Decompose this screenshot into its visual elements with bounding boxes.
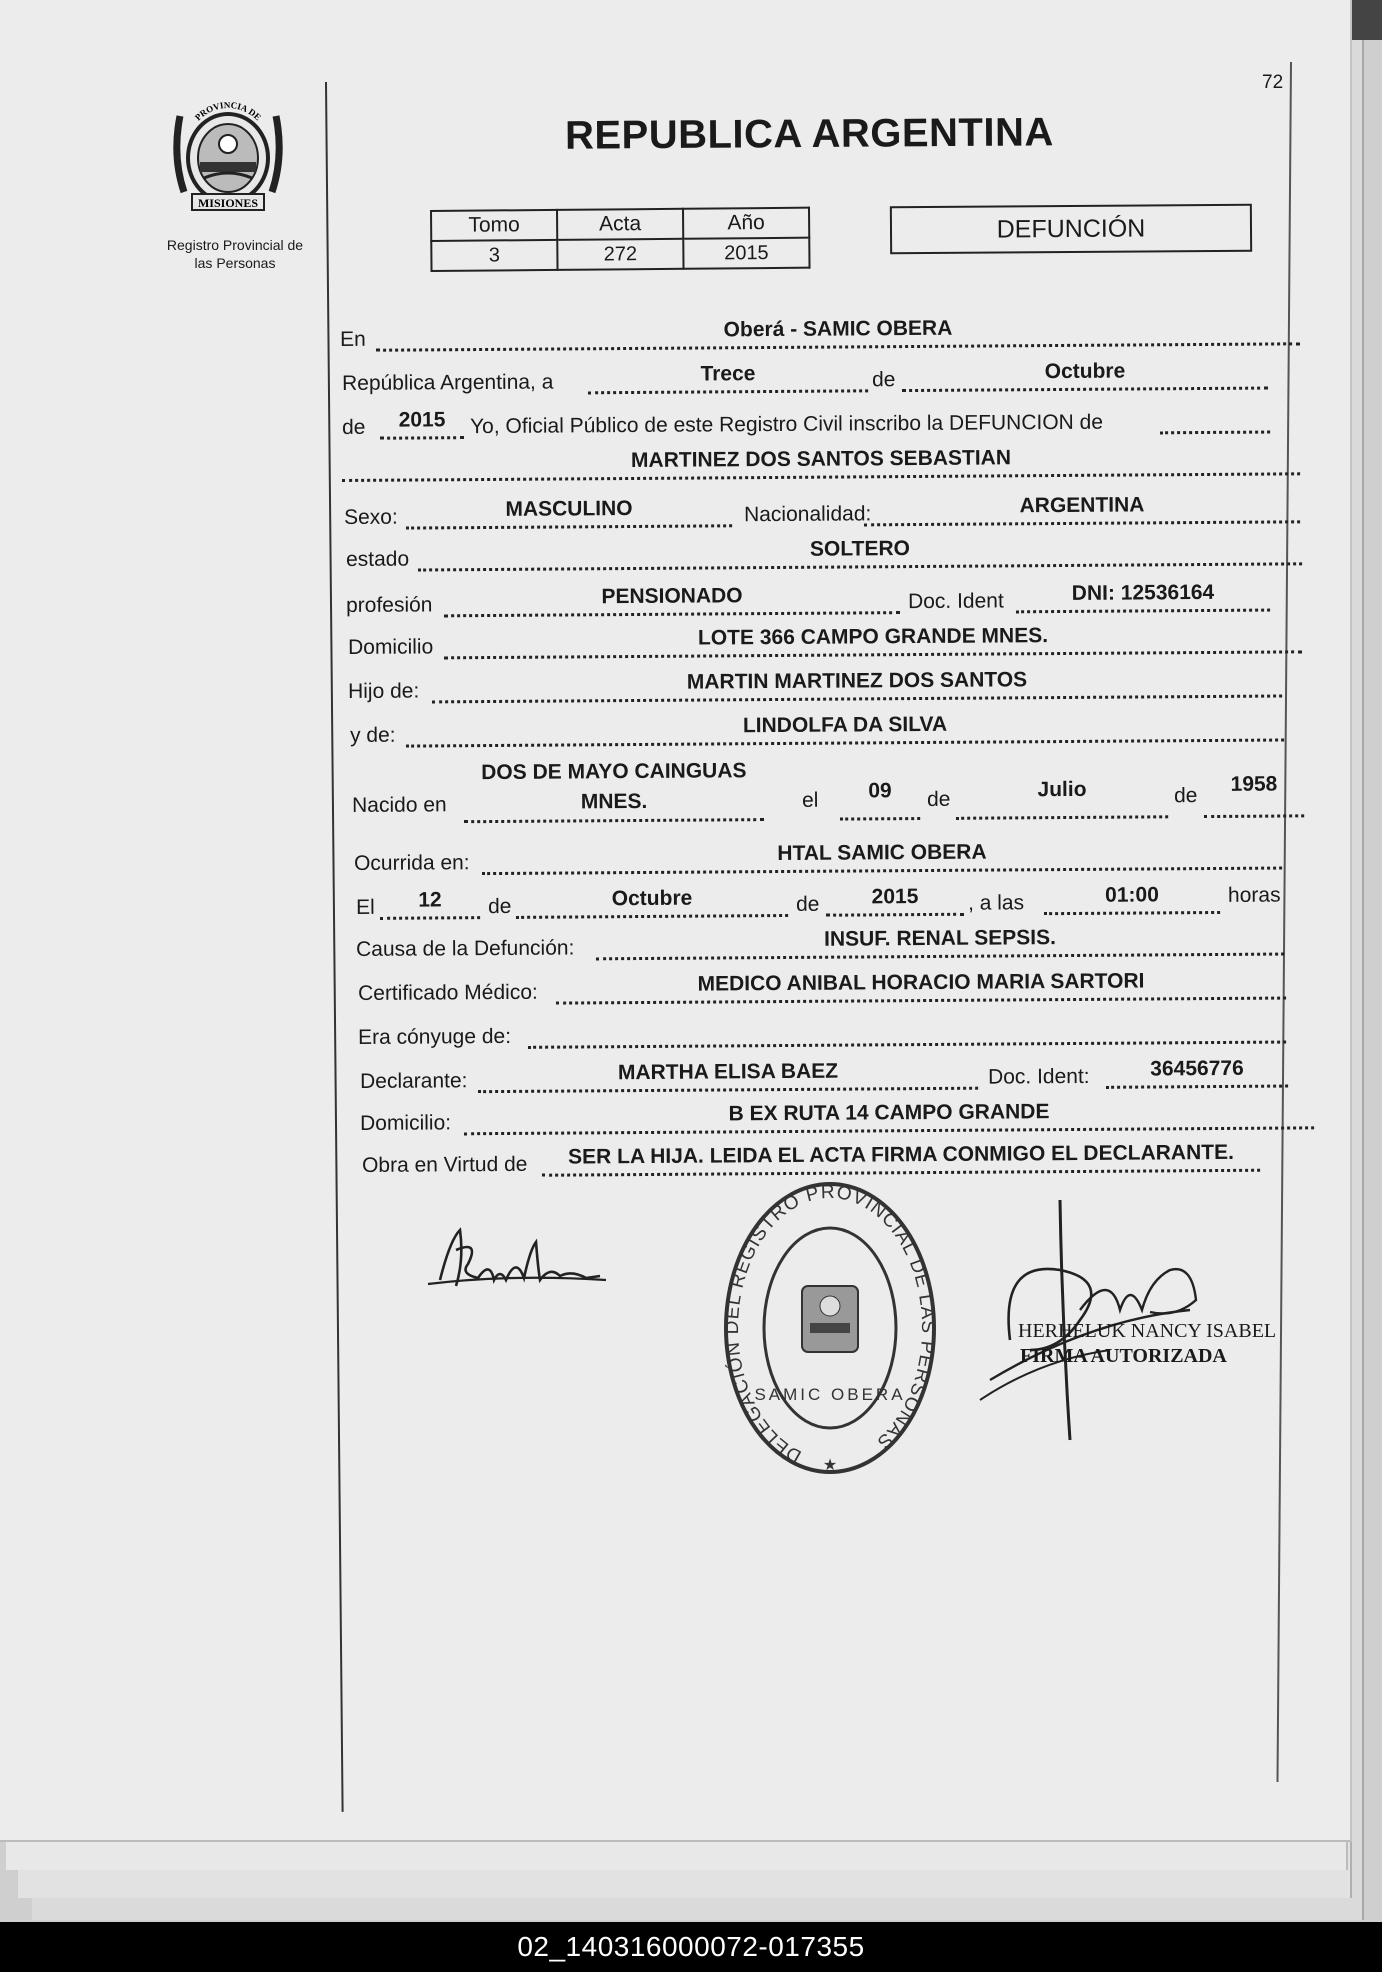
label-de: de [871,368,896,392]
label-de: de [1173,784,1198,808]
field-madre: LINDOLFA DA SILVA [406,702,1284,747]
register-header-tomo: Tomo [431,210,557,241]
field-conyuge [528,1005,1286,1049]
label-hijo: Hijo de: [347,679,420,703]
field-hijo: MARTIN MARTINEZ DOS SANTOS [432,658,1282,703]
crest-text-bottom: MISIONES [197,196,259,210]
label-doc-ident: Doc. Ident [907,589,1004,614]
field-nac-anio: 1958 [1204,778,1304,818]
signer-role: FIRMA AUTORIZADA [1020,1345,1227,1367]
label-en: En [339,327,366,351]
field-declarante: MARTHA ELISA BAEZ [478,1051,978,1093]
row-fallecido [342,435,1302,482]
office-name: Registro Provincial de las Personas [166,237,304,271]
row-en [340,305,1300,352]
field-continuation [1160,395,1270,435]
label-declarante: Declarante: [359,1069,468,1093]
label-ocurrida: Ocurrida en: [353,851,470,875]
field-def-anio: 2015 [826,877,964,917]
field-def-dia: 12 [380,880,480,920]
row-fecha [342,350,1272,396]
page-number: 72 [1262,72,1284,93]
label-causa: Causa de la Defunción: [355,936,575,961]
label-a-las: , a las [967,891,1025,915]
field-dia: Trece [588,353,868,394]
row-causa [356,916,1286,962]
official-seal-icon [720,1178,940,1478]
row-anio [342,394,1272,440]
label-de: de [926,787,951,811]
field-profesion: PENSIONADO [444,575,900,617]
label-estado: estado [345,547,410,571]
field-domicilio: LOTE 366 CAMPO GRANDE MNES. [444,614,1302,659]
label-horas: horas [1227,883,1281,907]
field-obra: SER LA HIJA. LEIDA EL ACTA FIRMA CONMIGO EL DECLARANTE. [542,1133,1260,1177]
signer-name: HERHELUK NANCY ISABEL [1018,1320,1277,1342]
record-type-box: DEFUNCIÓN [890,204,1252,255]
field-doc-ident: DNI: 12536164 [1016,573,1270,614]
field-nac-mes: Julio [956,779,1168,819]
field-nac-dia: 09 [840,781,920,821]
label-de: de [795,892,820,916]
row-estado [346,525,1304,572]
field-sexo: MASCULINO [406,488,732,529]
field-nacionalidad: ARGENTINA [864,484,1300,526]
label-republica: República Argentina, a [341,370,554,395]
row-declarante [360,1048,1290,1094]
field-causa: INSUF. RENAL SEPSIS. [596,917,1284,961]
declarant-signature-icon [420,1220,620,1310]
field-estado: SOLTERO [418,526,1302,571]
label-de: de [341,415,366,439]
label-conyuge: Era cónyuge de: [357,1024,512,1049]
field-domicilio-declarante: B EX RUTA 14 CAMPO GRANDE [464,1090,1314,1135]
field-doc-ident-declarante: 36456776 [1106,1049,1288,1089]
row-domicilio-declarante [360,1089,1315,1136]
label-domicilio: Domicilio [347,635,434,659]
svg-text:★: ★ [822,1457,838,1474]
register-value-acta: 272 [557,239,683,270]
row-hijo [348,657,1283,704]
label-el: El [355,895,375,919]
row-sexo [344,483,1302,530]
label-nacionalidad: Nacionalidad: [743,502,872,527]
field-mes: Octubre [902,351,1268,393]
oficial-text: Yo, Oficial Público de este Registro Civil inscribo la DEFUNCION de [469,410,1104,439]
label-de: de [487,894,512,919]
label-el: el [801,788,819,812]
field-ocurrida: HTAL SAMIC OBERA [482,831,1282,876]
register-header-anio: Año [683,208,809,239]
scan-id-footer: 02_140316000072-017355 [0,1922,1382,1972]
row-certificado [358,960,1288,1006]
field-anio: 2015 [380,400,464,440]
row-fecha-defuncion [355,874,1281,920]
row-domicilio [348,613,1303,660]
row-conyuge [358,1004,1288,1050]
register-header-acta: Acta [557,209,683,240]
seal-inner-text: SAMIC OBERA [754,1385,906,1404]
field-def-mes: Octubre [516,878,788,919]
row-profesion [346,572,1272,618]
label-nacido: Nacido en [352,793,447,817]
row-madre [350,701,1285,748]
field-fallecido: MARTINEZ DOS SANTOS SEBASTIAN [342,436,1300,482]
field-certificado: MEDICO ANIBAL HORACIO MARIA SARTORI [556,961,1286,1005]
label-y-de: y de: [349,723,396,747]
label-sexo: Sexo: [343,505,398,529]
field-nacido-lugar: DOS DE MAYO CAINGUAS MNES. [464,758,764,823]
row-nacido [352,755,1307,824]
register-value-tomo: 3 [431,240,557,271]
label-domicilio-declarante: Domicilio: [359,1111,452,1135]
label-doc-ident-declarante: Doc. Ident: [987,1064,1090,1089]
row-ocurrida [354,830,1284,876]
field-en: Oberá - SAMIC OBERA [376,306,1300,351]
register-value-anio: 2015 [683,238,809,269]
crest-text-top: PROVINCIA DE [192,99,264,123]
label-obra: Obra en Virtud de [361,1152,528,1177]
document-title: REPUBLICA ARGENTINA [564,110,1054,158]
row-obra [362,1132,1262,1178]
field-hora: 01:00 [1044,875,1220,915]
label-profesion: profesión [345,593,433,617]
label-certificado: Certificado Médico: [357,980,538,1005]
seal-ring-text: DELEGACIÓN DEL REGISTRO PROVINCIAL DE LAS PERSONAS [722,1181,939,1467]
